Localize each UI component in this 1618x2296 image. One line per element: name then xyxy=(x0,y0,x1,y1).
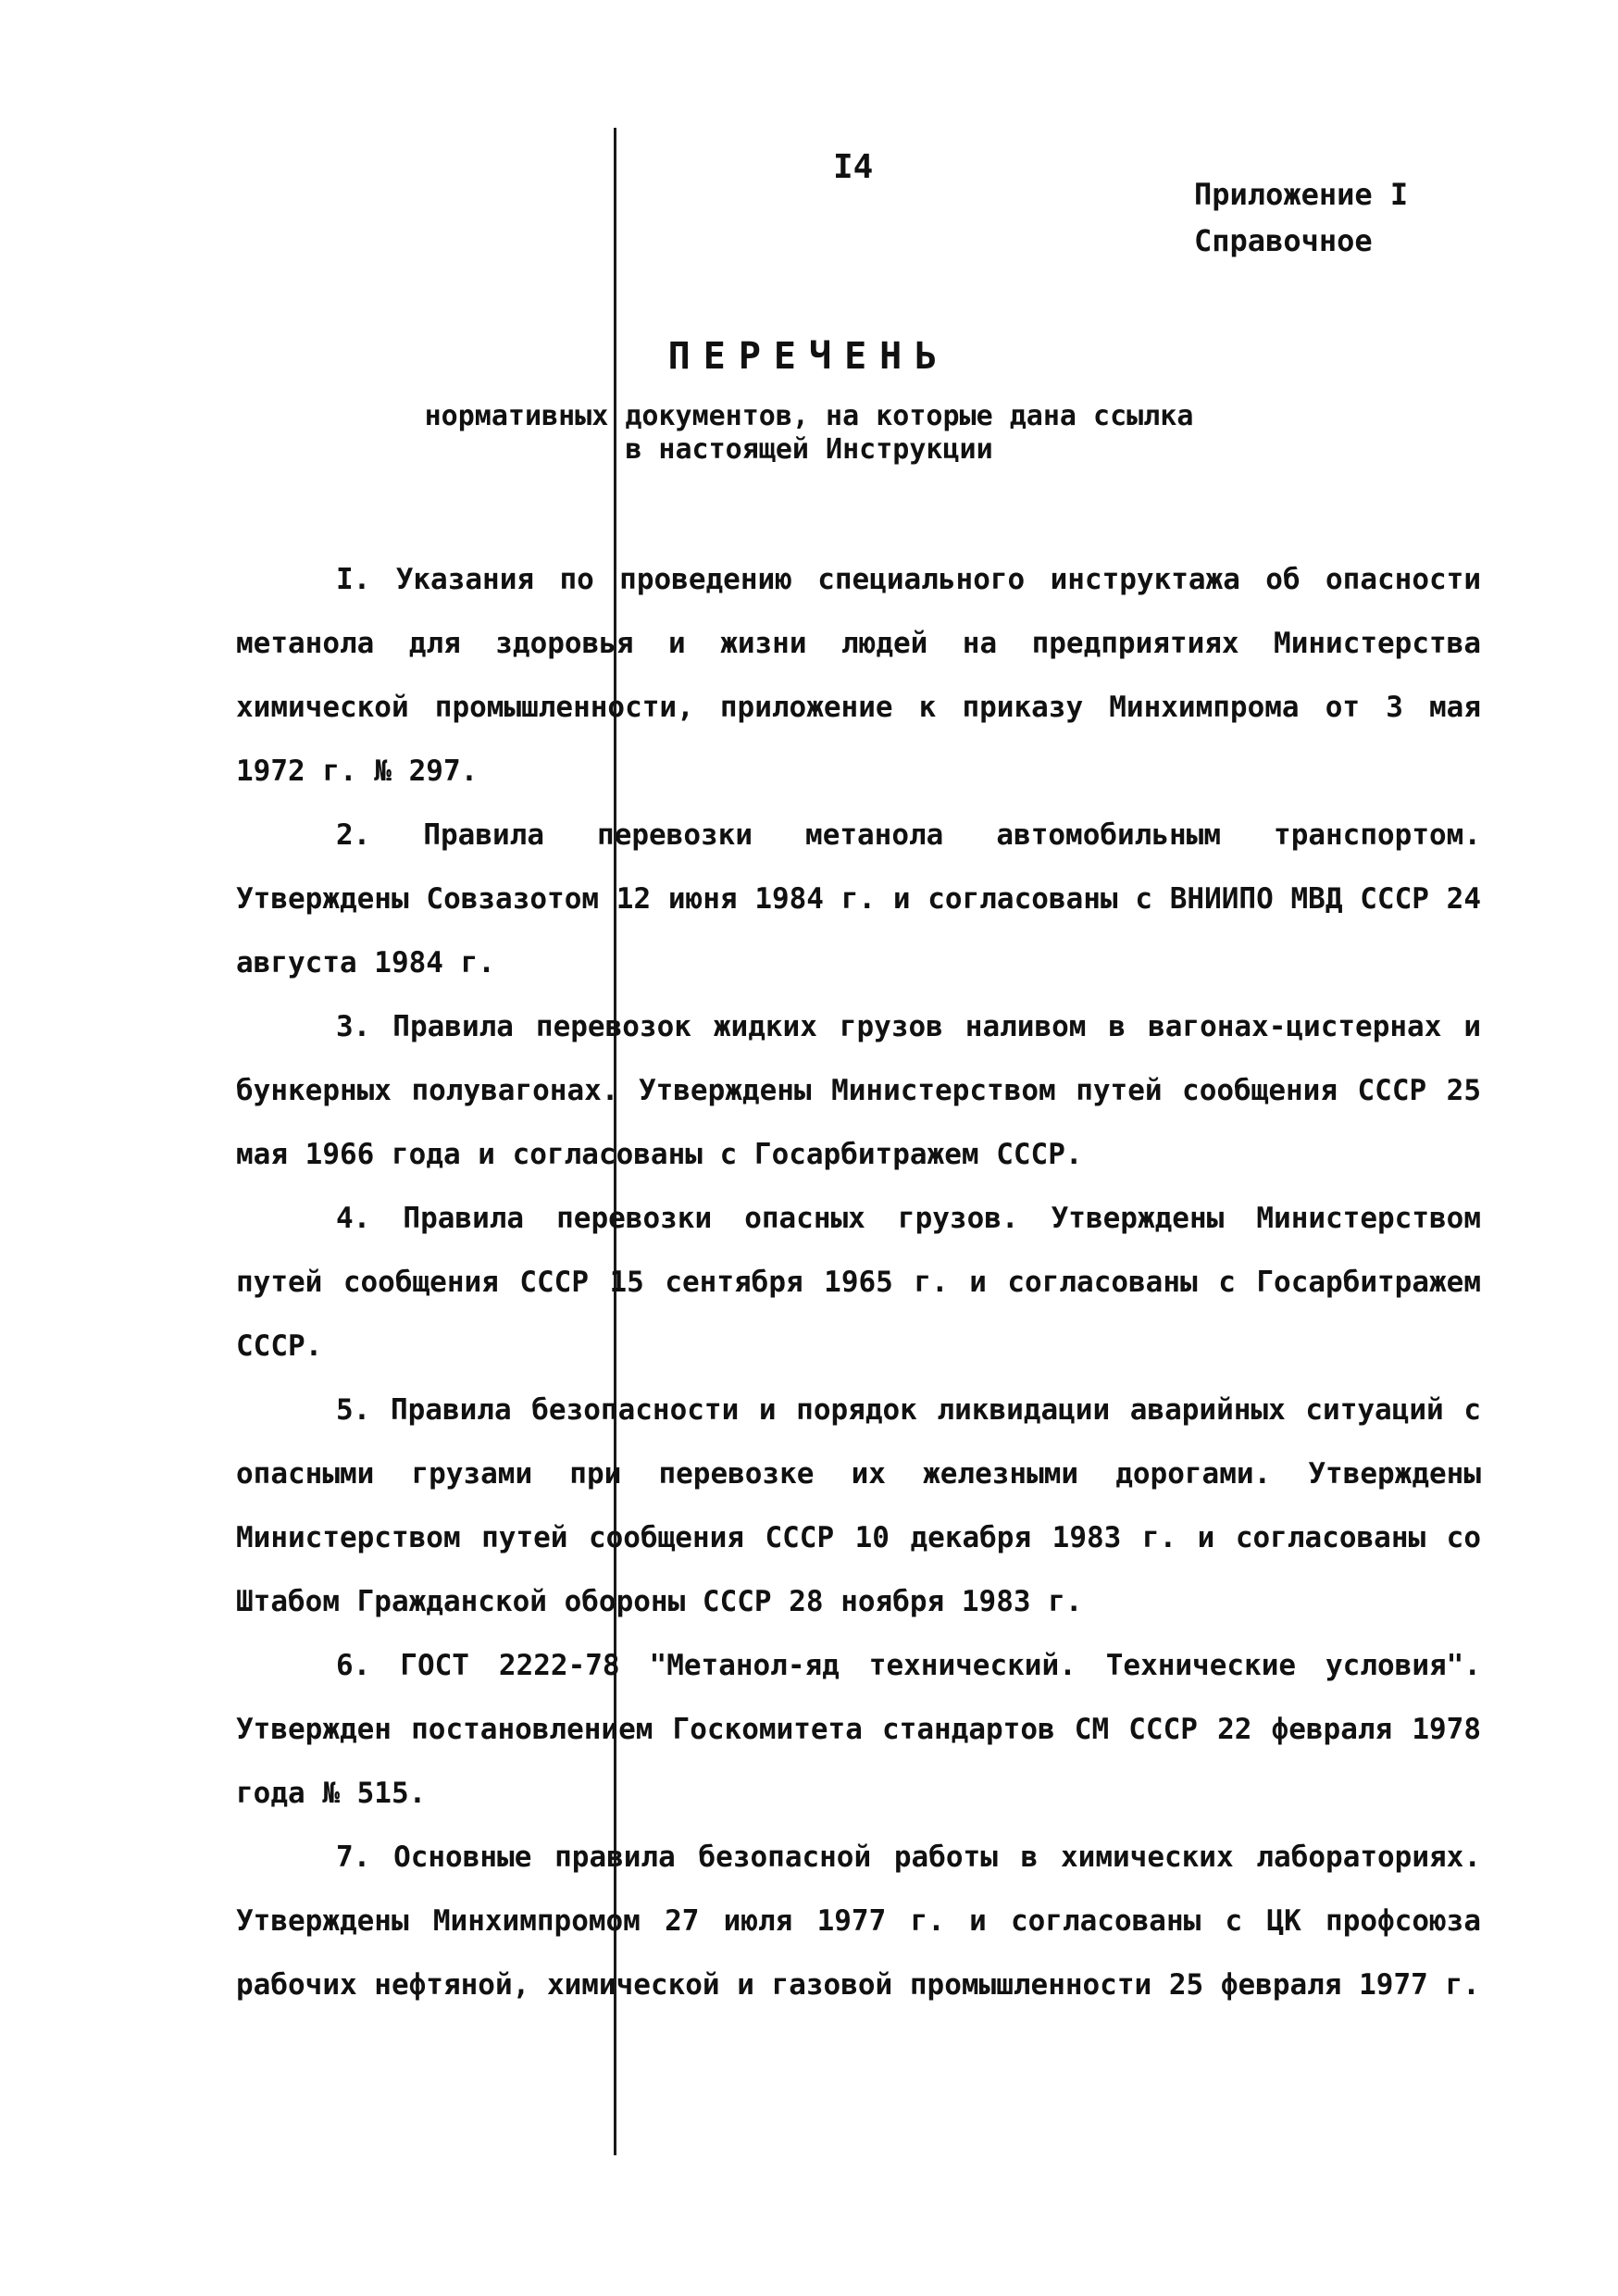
list-item-7: 7. Основные правила безопасной работы в химических лабораториях. Утверждены Минхимпромом 27 июля 1977 г. и согласованы с ЦК профсоюза рабочих нефтяной, химической и газовой промышленности 25 февраля 1977 г. xyxy=(236,1841,1481,2002)
list-item-4: 4. Правила перевозки опасных грузов. Утверждены Министерством путей сообщения СССР 15 сентября 1965 г. и согласованы с Госарбитражем СССР. xyxy=(236,1202,1481,1363)
page-number: I4 xyxy=(833,148,874,186)
appendix-line-2: Справочное xyxy=(1194,223,1373,258)
document-subtitle xyxy=(0,400,1618,467)
document-title: ПЕРЕЧЕНЬ xyxy=(667,335,951,378)
appendix-label xyxy=(1194,171,1408,264)
subtitle-line-1: нормативных документов, на которые дана ссылка xyxy=(424,400,1194,432)
document-list xyxy=(236,548,1481,2017)
list-item-6: 6. ГОСТ 2222-78 "Метанол-яд технический. Технические условия". Утвержден постановлением Госкомитета стандартов СМ СССР 22 февраля 1978 года № 515. xyxy=(236,1649,1481,1810)
subtitle-line-2: в настоящей Инструкции xyxy=(625,433,993,466)
list-item-3: 3. Правила перевозок жидких грузов наливом в вагонах-цистернах и бункерных полувагонах. Утверждены Министерством путей сообщения СССР 25 мая 1966 года и согласованы с Госарбитражем СССР. xyxy=(236,1010,1481,1171)
list-item-5: 5. Правила безопасности и порядок ликвидации аварийных ситуаций с опасными грузами при перевозке их железными дорогами. Утверждены Министерством путей сообщения СССР 10 декабря 1983 г. и согласованы со Штабом Гражданской обороны СССР 28 ноября 1983 г. xyxy=(236,1393,1481,1618)
list-item-2: 2. Правила перевозки метанола автомобильным транспортом. Утверждены Совзазотом 12 июня 1984 г. и согласованы с ВНИИПО МВД СССР 24 августа 1984 г. xyxy=(236,818,1481,980)
list-item-1: I. Указания по проведению специального инструктажа об опасности метанола для здоровья и жизни людей на предприятиях Министерства химической промышленности, приложение к приказу Минхимпрома от 3 мая 1972 г. № 297. xyxy=(236,563,1481,788)
appendix-line-1: Приложение I xyxy=(1194,177,1409,212)
